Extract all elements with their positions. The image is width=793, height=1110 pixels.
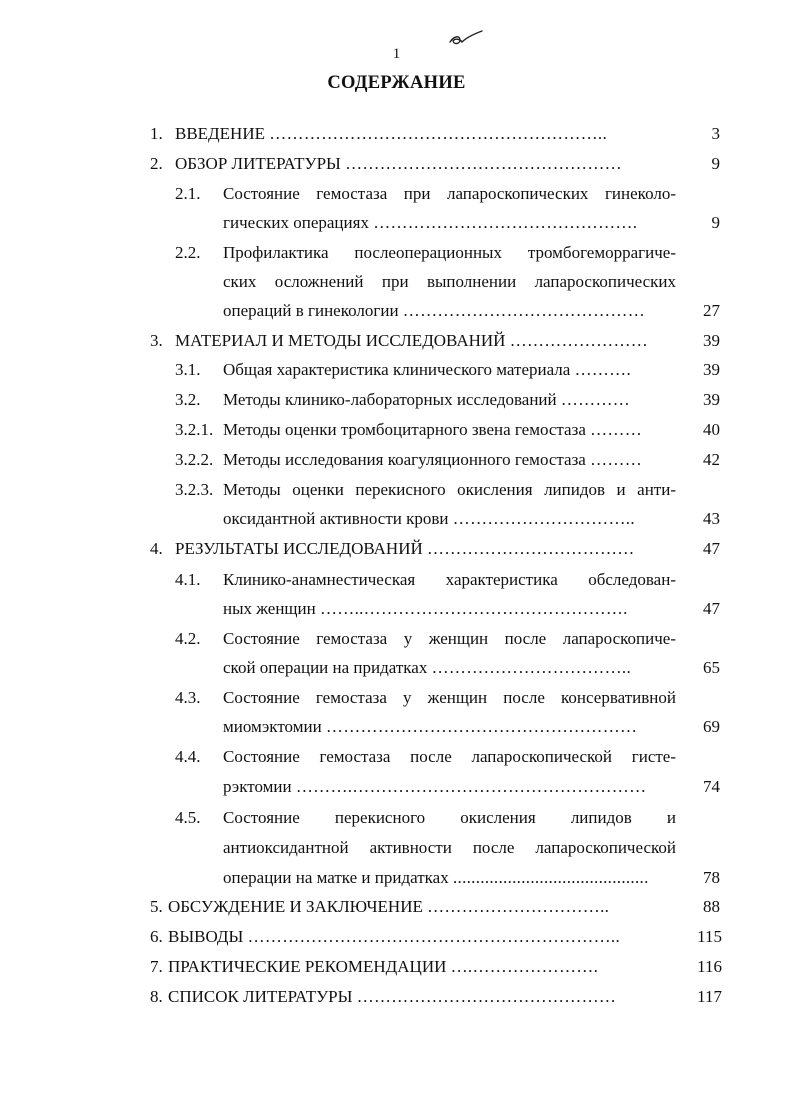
- toc-entry-page: 9: [711, 154, 720, 173]
- toc-entry-title: [175, 331, 677, 351]
- toc-entry-text: МАТЕРИАЛ И МЕТОДЫ ИССЛЕДОВАНИЙ: [175, 331, 506, 350]
- toc-entry-number: 4.4.: [175, 747, 201, 766]
- toc-entry-number: 7.: [150, 957, 163, 976]
- toc-leader-dots: ……………………………………: [402, 301, 645, 320]
- toc-entry-title: [175, 539, 677, 559]
- toc-leader-dots: ……….: [574, 360, 632, 379]
- toc-entry-title: [223, 868, 676, 888]
- toc-leader-dots: …………: [560, 390, 631, 409]
- toc-entry-title: [223, 599, 676, 619]
- toc-entry-page: 65: [703, 658, 720, 677]
- toc-entry-page: 39: [703, 360, 720, 379]
- toc-entry-title: [223, 658, 676, 678]
- toc-entry-text: Общая характеристика клинического материала: [223, 360, 571, 379]
- toc-entry-page: 69: [703, 717, 720, 736]
- toc-entry-page: 116: [697, 957, 722, 976]
- toc-entry-page: 39: [703, 390, 720, 409]
- toc-entry-title: [223, 301, 676, 321]
- toc-entry-text: ПРАКТИЧЕСКИЕ РЕКОМЕНДАЦИИ: [168, 957, 447, 976]
- toc-entry-text: ВЫВОДЫ: [168, 927, 244, 946]
- toc-entry-page: 47: [703, 599, 720, 618]
- toc-leader-dots: ……………………………………….: [373, 213, 638, 232]
- toc-entry-title: [223, 717, 676, 737]
- toc-entry-text: Методы оценки тромбоцитарного звена гемостаза: [223, 420, 586, 439]
- toc-entry-page: 74: [703, 777, 720, 796]
- toc-entry-number: 1.: [150, 124, 163, 143]
- toc-leader-dots: …………………………………………………..: [269, 124, 608, 143]
- toc-entry-title: [168, 987, 677, 1007]
- toc-entry-page: 78: [703, 868, 720, 887]
- toc-entry-title: [223, 450, 676, 470]
- toc-leader-dots: ...........................................: [452, 868, 649, 887]
- toc-entry-number: 6.: [150, 927, 163, 946]
- toc-entry-text: гических операциях: [223, 213, 369, 232]
- toc-leader-dots: ….………………….: [450, 957, 599, 976]
- toc-entry-page: 3: [711, 124, 720, 143]
- toc-leader-dots: ……….……………………………………………: [295, 777, 647, 796]
- toc-entry-line: Состояние гемостаза у женщин после консервативной: [223, 688, 676, 707]
- toc-entry-number: 3.2.1.: [175, 420, 214, 439]
- toc-entry-number: 8.: [150, 987, 163, 1006]
- toc-leader-dots: ………………………………: [427, 539, 635, 558]
- toc-entry-text: ОБСУЖДЕНИЕ И ЗАКЛЮЧЕНИЕ: [168, 897, 423, 916]
- toc-leader-dots: …………………………..: [452, 509, 635, 528]
- toc-entry-number: 3.2.3.: [175, 480, 214, 499]
- toc-entry-text: операции на матке и придатках: [223, 868, 449, 887]
- page-title: СОДЕРЖАНИЕ: [327, 73, 466, 93]
- toc-entry-text: Методы исследования коагуляционного гемостаза: [223, 450, 586, 469]
- toc-leader-dots: ……………………………..: [431, 658, 631, 677]
- toc-entry-number: 3.2.2.: [175, 450, 214, 469]
- toc-entry-text: ОБЗОР ЛИТЕРАТУРЫ: [175, 154, 341, 173]
- toc-entry-line: Клинико-анамнестическая характеристика обследован-: [223, 570, 676, 589]
- toc-entry-page: 47: [703, 539, 720, 558]
- toc-entry-line: Состояние гемостаза после лапароскопической гисте-: [223, 747, 676, 766]
- toc-entry-line: ских осложнений при выполнении лапароскопических: [223, 272, 676, 291]
- toc-entry-title: [168, 927, 677, 947]
- toc-entry-title: [223, 777, 676, 797]
- toc-entry-title: [223, 360, 676, 380]
- toc-entry-title: [223, 390, 676, 410]
- toc-entry-line: Профилактика послеоперационных тромбогеморрагиче-: [223, 243, 676, 262]
- toc-entry-page: 27: [703, 301, 720, 320]
- toc-leader-dots: ………: [590, 420, 643, 439]
- toc-entry-number: 2.2.: [175, 243, 201, 262]
- toc-entry-number: 4.1.: [175, 570, 201, 589]
- toc-entry-line: Состояние гемостаза у женщин после лапароскопиче-: [223, 629, 676, 648]
- toc-leader-dots: ……………………: [509, 331, 649, 350]
- toc-entry-text: РЕЗУЛЬТАТЫ ИССЛЕДОВАНИЙ: [175, 539, 423, 558]
- toc-entry-text: рэктомии: [223, 777, 292, 796]
- toc-entry-page: 42: [703, 450, 720, 469]
- toc-entry-title: [223, 420, 676, 440]
- toc-entry-line: Состояние гемостаза при лапароскопических гинеколо-: [223, 184, 676, 203]
- toc-entry-number: 2.: [150, 154, 163, 173]
- toc-leader-dots: ………………………………………………: [325, 717, 638, 736]
- toc-entry-text: Методы клинико-лабораторных исследований: [223, 390, 557, 409]
- toc-entry-page: 9: [711, 213, 720, 232]
- toc-entry-title: [223, 213, 676, 233]
- toc-entry-number: 4.5.: [175, 808, 201, 827]
- page-number: 1: [392, 46, 401, 62]
- toc-entry-text: оксидантной активности крови: [223, 509, 449, 528]
- toc-entry-number: 4.: [150, 539, 163, 558]
- toc-entry-page: 115: [697, 927, 722, 946]
- toc-entry-text: ных женщин: [223, 599, 316, 618]
- toc-entry-text: ВВЕДЕНИЕ: [175, 124, 265, 143]
- toc-leader-dots: …………………………………………: [345, 154, 622, 173]
- toc-entry-text: операций в гинекологии: [223, 301, 399, 320]
- toc-entry-line: Методы оценки перекисного окисления липидов и анти-: [223, 480, 676, 499]
- toc-entry-number: 4.3.: [175, 688, 201, 707]
- toc-entry-number: 3.1.: [175, 360, 201, 379]
- toc-entry-page: 88: [703, 897, 720, 916]
- toc-entry-line: Состояние перекисного окисления липидов и: [223, 808, 676, 827]
- toc-entry-title: [175, 154, 677, 174]
- toc-entry-title: [168, 957, 677, 977]
- toc-entry-number: 3.2.: [175, 390, 201, 409]
- toc-entry-number: 5.: [150, 897, 163, 916]
- toc-entry-number: 2.1.: [175, 184, 201, 203]
- toc-entry-number: 3.: [150, 331, 163, 350]
- toc-entry-title: [175, 124, 677, 144]
- toc-entry-page: 117: [697, 987, 722, 1006]
- toc-entry-number: 4.2.: [175, 629, 201, 648]
- toc-leader-dots: ………………………………………: [356, 987, 617, 1006]
- toc-leader-dots: ………: [590, 450, 643, 469]
- toc-entry-page: 40: [703, 420, 720, 439]
- toc-entry-page: 43: [703, 509, 720, 528]
- toc-leader-dots: ……..……………………………………….: [319, 599, 628, 618]
- toc-entry-title: [168, 897, 677, 917]
- toc-entry-text: СПИСОК ЛИТЕРАТУРЫ: [168, 987, 353, 1006]
- toc-leader-dots: ………………………………………………………..: [247, 927, 621, 946]
- toc-entry-text: миомэктомии: [223, 717, 322, 736]
- toc-entry-text: ской операции на придатках: [223, 658, 428, 677]
- toc-leader-dots: …………………………..: [427, 897, 610, 916]
- toc-entry-title: [223, 509, 676, 529]
- toc-entry-line: антиоксидантной активности после лапароскопической: [223, 838, 676, 857]
- toc-entry-page: 39: [703, 331, 720, 350]
